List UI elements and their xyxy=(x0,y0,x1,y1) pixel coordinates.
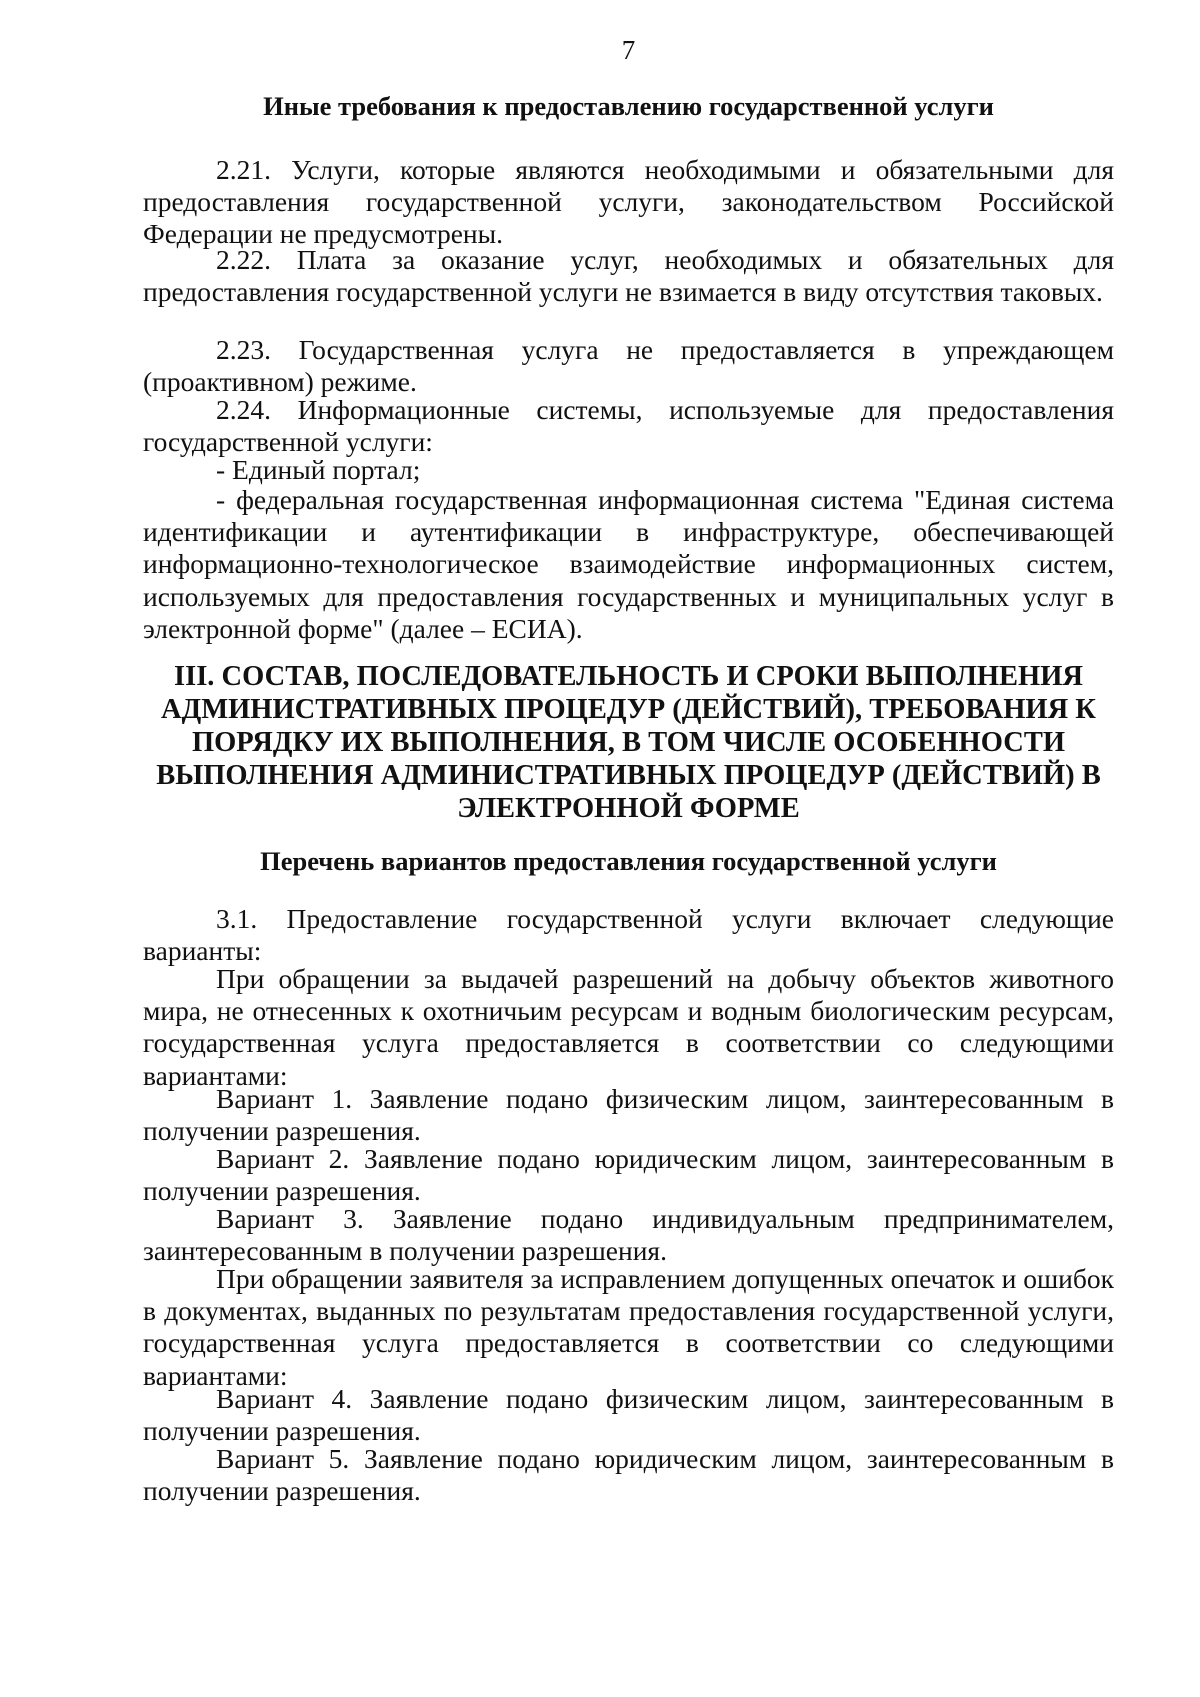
paragraph-3-1: 3.1. Предоставление государственной услуги включает следующие варианты: xyxy=(143,903,1114,967)
paragraph-2-21: 2.21. Услуги, которые являются необходимыми и обязательными для предоставления государственной услуги, законодательством Российской Федерации не предусмотрены. xyxy=(143,154,1114,250)
heading-other-requirements: Иные требования к предоставлению государственной услуги xyxy=(263,91,994,121)
section-title-iii xyxy=(143,660,1114,825)
section-title-line: ЭЛЕКТРОННОЙ ФОРМЕ xyxy=(457,793,800,824)
page-number: 7 xyxy=(621,35,636,65)
list-item-single-portal: - Единый портал; xyxy=(216,454,421,485)
variant-1: Вариант 1. Заявление подано физическим лицом, заинтересованным в получении разрешения. xyxy=(143,1083,1114,1147)
variant-2: Вариант 2. Заявление подано юридическим лицом, заинтересованным в получении разрешения. xyxy=(143,1143,1114,1207)
list-item-esia: - федеральная государственная информационная система "Единая система идентификации и аутентификации в инфраструктуре, обеспечивающей информационно-технологическое взаимодействие информационных систем, используемых для предоставления государственных и муниципальных услуг в электронной форме" (далее – ЕСИА). xyxy=(143,484,1114,644)
paragraph-2-24: 2.24. Информационные системы, используемые для предоставления государственной услуги: xyxy=(143,394,1114,458)
variant-4: Вариант 4. Заявление подано физическим лицом, заинтересованным в получении разрешения. xyxy=(143,1383,1114,1447)
variant-3: Вариант 3. Заявление подано индивидуальным предпринимателем, заинтересованным в получении разрешения. xyxy=(143,1203,1114,1267)
section-title-line: АДМИНИСТРАТИВНЫХ ПРОЦЕДУР (ДЕЙСТВИЙ), ТРЕБОВАНИЯ К xyxy=(161,694,1096,725)
heading-variants-list: Перечень вариантов предоставления государственной услуги xyxy=(260,846,997,876)
section-title-line: ВЫПОЛНЕНИЯ АДМИНИСТРАТИВНЫХ ПРОЦЕДУР (ДЕЙСТВИЙ) В xyxy=(156,760,1101,791)
section-title-line: ПОРЯДКУ ИХ ВЫПОЛНЕНИЯ, В ТОМ ЧИСЛЕ ОСОБЕННОСТИ xyxy=(191,727,1066,758)
paragraph-corrections: При обращении заявителя за исправлением допущенных опечаток и ошибок в документах, выданных по результатам предоставления государственной услуги, государственная услуга предоставляется в соответствии со следующими вариантами: xyxy=(143,1263,1114,1391)
variant-5: Вариант 5. Заявление подано юридическим лицом, заинтересованным в получении разрешения. xyxy=(143,1443,1114,1507)
paragraph-wildlife-permits: При обращении за выдачей разрешений на добычу объектов животного мира, не отнесенных к охотничьим ресурсам и водным биологическим ресурсам, государственная услуга предоставляется в соответствии со следующими вариантами: xyxy=(143,963,1114,1091)
section-title-line: III. СОСТАВ, ПОСЛЕДОВАТЕЛЬНОСТЬ И СРОКИ ВЫПОЛНЕНИЯ xyxy=(174,661,1083,692)
paragraph-2-23: 2.23. Государственная услуга не предоставляется в упреждающем (проактивном) режиме. xyxy=(143,334,1114,398)
paragraph-2-22: 2.22. Плата за оказание услуг, необходимых и обязательных для предоставления государственной услуги не взимается в виду отсутствия таковых. xyxy=(143,244,1114,308)
